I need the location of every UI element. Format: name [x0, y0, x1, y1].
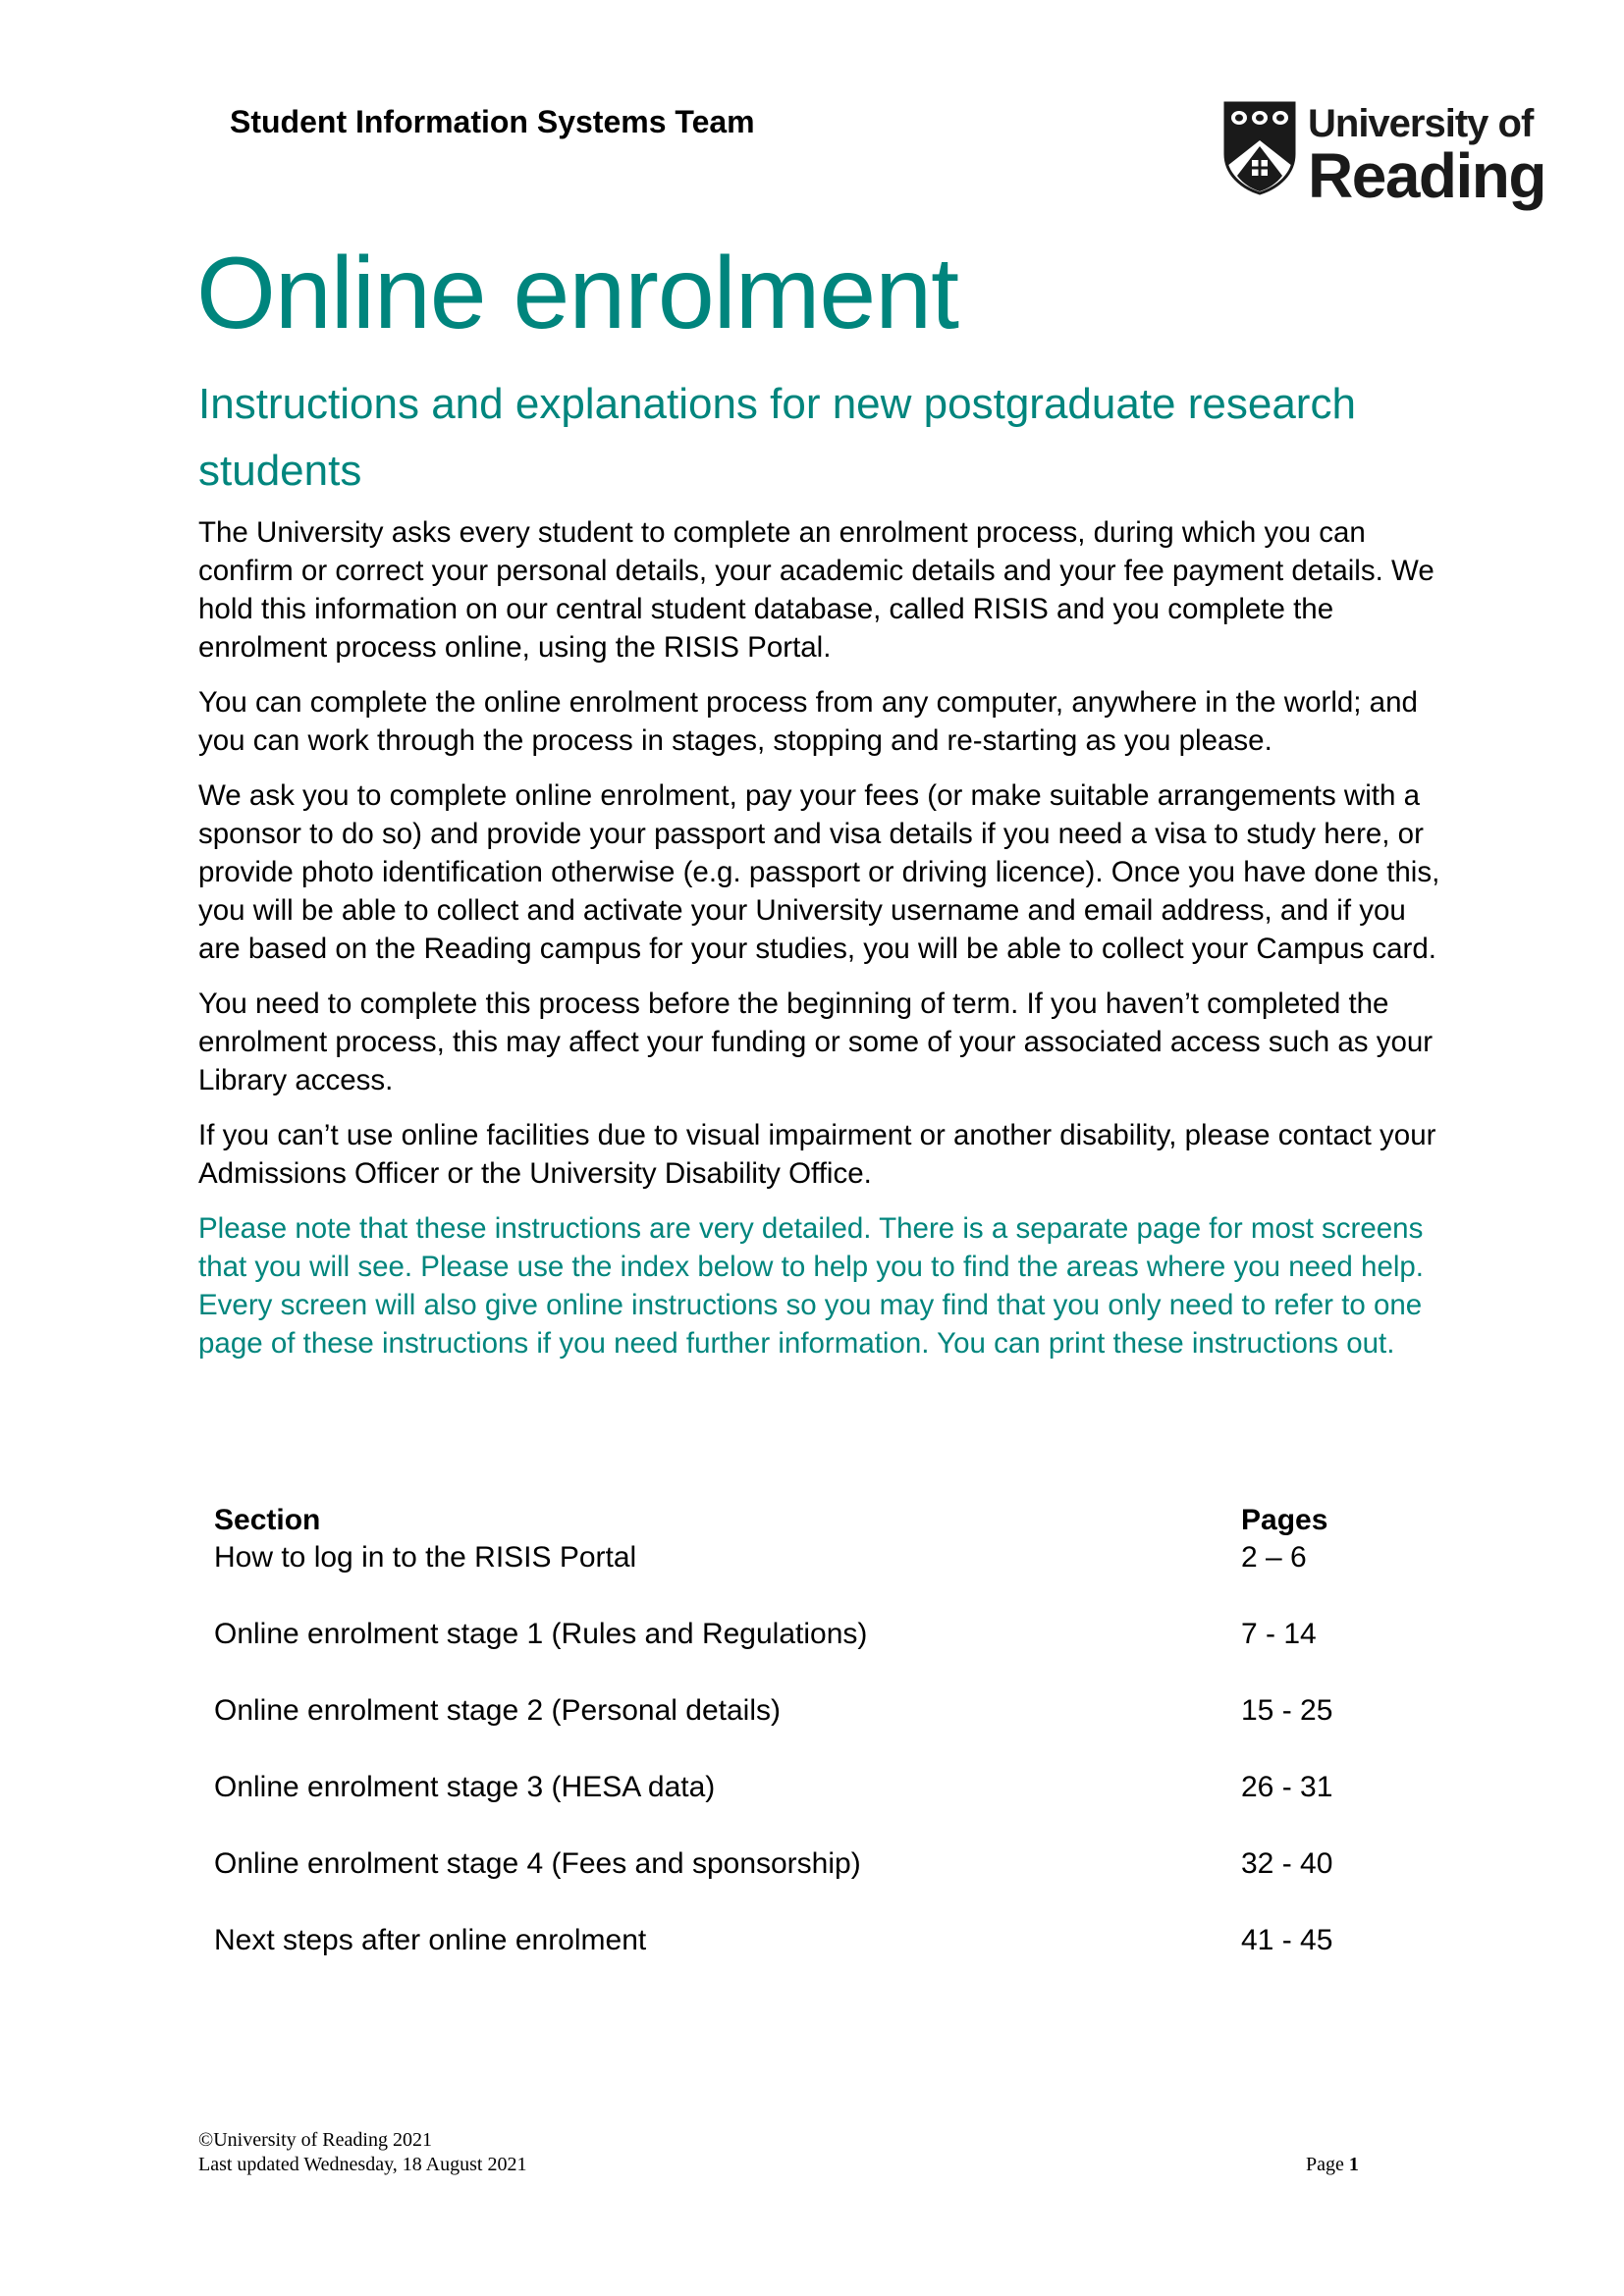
- index-section: Next steps after online enrolment: [214, 1924, 647, 1956]
- page-subtitle: Instructions and explanations for new postgraduate research students: [198, 380, 1356, 495]
- page-title: Online enrolment: [196, 237, 958, 350]
- index-pages: 2 – 6: [1241, 1541, 1307, 1574]
- logo-wordmark: [1308, 101, 1545, 211]
- index-table: [214, 1502, 1392, 1959]
- index-pages: 41 - 45: [1241, 1924, 1333, 1956]
- index-row: [214, 1538, 1392, 1576]
- index-section: Online enrolment stage 1 (Rules and Regulations): [214, 1618, 868, 1650]
- note-paragraph: Please note that these instructions are very detailed. There is a separate page for most screens that you will see. Please use the index below to help you to find the areas where you need help. Every screen will also give online instructions so you may find that you only need to refer to one page of these instructions if you need further information. You can print these instructions out.: [198, 1212, 1425, 1360]
- paragraph: You can complete the online enrolment process from any computer, anywhere in the world; and you can work through the process in stages, stopping and re-starting as you please.: [198, 686, 1418, 757]
- copyright: ©University of Reading 2021: [198, 2129, 432, 2151]
- page-number-value: 1: [1348, 2154, 1359, 2175]
- index-pages: 7 - 14: [1241, 1618, 1317, 1650]
- index-pages: 32 - 40: [1241, 1847, 1333, 1880]
- index-header-row: [214, 1502, 1392, 1538]
- index-pages: 26 - 31: [1241, 1771, 1333, 1803]
- index-section: Online enrolment stage 3 (HESA data): [214, 1771, 716, 1803]
- index-section: How to log in to the RISIS Portal: [214, 1541, 637, 1574]
- university-logo: [1223, 101, 1545, 211]
- logo-line-2: Reading: [1308, 140, 1545, 211]
- footer: [198, 2128, 526, 2177]
- paragraph: If you can’t use online facilities due to visual impairment or another disability, please contact your Admissions Officer or the University Disability Office.: [198, 1119, 1436, 1190]
- index-row: [214, 1768, 1392, 1806]
- paragraph: We ask you to complete online enrolment, pay your fees (or make suitable arrangements with a sponsor to do so) and provide your passport and visa details if you need a visa to study here, or provide photo identification otherwise (e.g. passport or driving licence). Once you have done this, you will be able to collect and activate your University username and email address, and if you are based on the Reading campus for your studies, you will be able to collect your Campus card.: [198, 779, 1440, 965]
- intro-text: [198, 513, 1455, 1379]
- index-row: [214, 1921, 1392, 1959]
- pages-header: Pages: [1241, 1504, 1328, 1536]
- index-pages: 15 - 25: [1241, 1694, 1333, 1727]
- page-number: [1306, 2153, 1359, 2177]
- logo-line-1: University of: [1308, 102, 1534, 145]
- index-row: [214, 1844, 1392, 1883]
- page-label: Page: [1306, 2154, 1344, 2175]
- index-row: [214, 1615, 1392, 1653]
- section-header: Section: [214, 1504, 321, 1536]
- index-section: Online enrolment stage 4 (Fees and sponsorship): [214, 1847, 861, 1880]
- index-row: [214, 1691, 1392, 1730]
- team-name: Student Information Systems Team: [230, 104, 755, 139]
- crest-icon: [1223, 101, 1296, 195]
- last-updated: Last updated Wednesday, 18 August 2021: [198, 2154, 527, 2175]
- paragraph: The University asks every student to complete an enrolment process, during which you can confirm or correct your personal details, your academic details and your fee payment details. We hold this information on our central student database, called RISIS and you complete the enrolment process online, using the RISIS Portal.: [198, 516, 1435, 664]
- index-section: Online enrolment stage 2 (Personal details): [214, 1694, 781, 1727]
- paragraph: You need to complete this process before the beginning of term. If you haven’t completed the enrolment process, this may affect your funding or some of your associated access such as your Library access.: [198, 988, 1434, 1096]
